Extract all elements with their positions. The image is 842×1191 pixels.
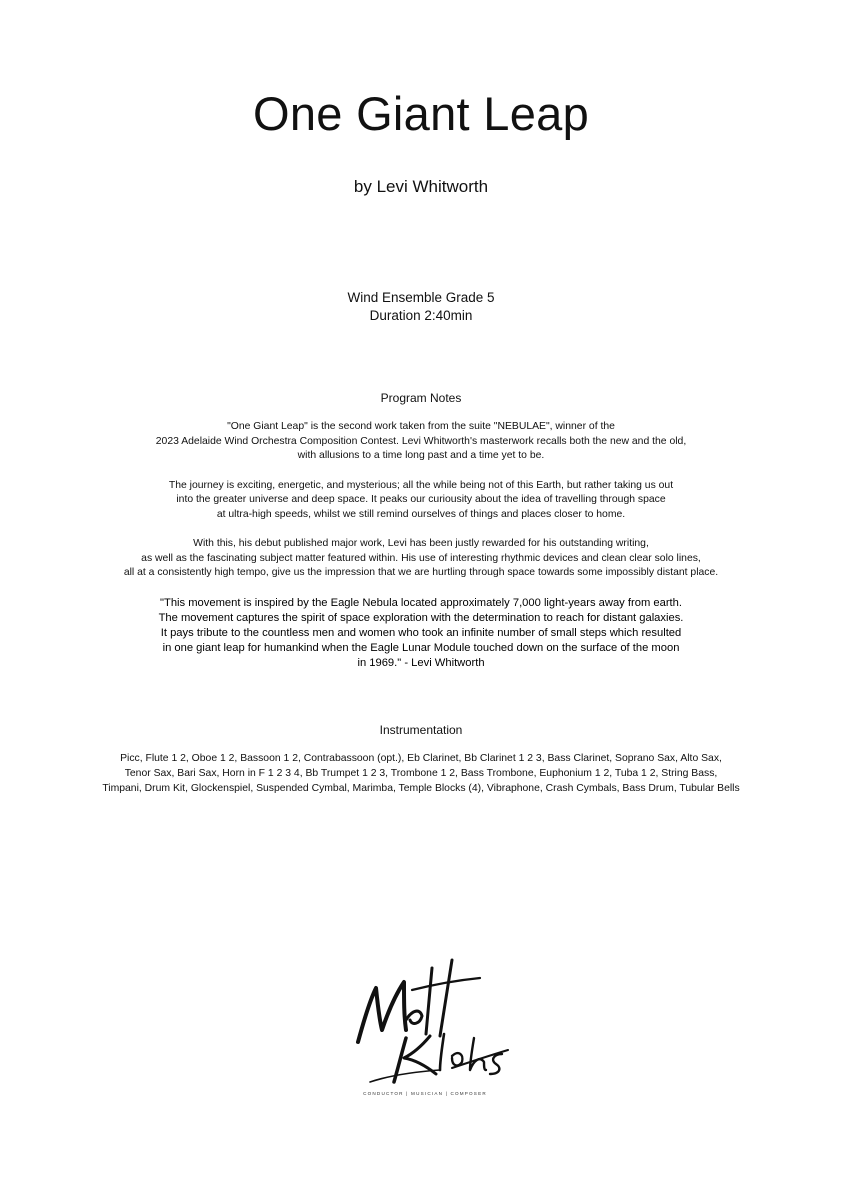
- notes-paragraph: [0, 420, 842, 464]
- notes-line: The journey is exciting, energetic, and mysterious; all the while being not of this Earth, but rather taking us out: [168, 479, 674, 491]
- notes-line: with allusions to a time long past and a time yet to be.: [297, 450, 545, 461]
- quote-line: in 1969." - Levi Whitworth: [357, 656, 485, 669]
- notes-line: 2023 Adelaide Wind Orchestra Composition Contest. Levi Whitworth's masterwork recalls both the new and the old,: [155, 435, 687, 447]
- signature-logo: [340, 950, 510, 1100]
- signature-tagline: CONDUCTOR | MUSICIAN | COMPOSER: [363, 1091, 487, 1096]
- instrumentation-heading: Instrumentation: [379, 723, 463, 737]
- quote-line: in one giant leap for humankind when the Eagle Lunar Module touched down on the surface of the moon: [162, 641, 680, 654]
- quote-line: It pays tribute to the countless men and women who took an infinite number of small steps which resulted: [160, 626, 682, 639]
- instrumentation-line: Picc, Flute 1 2, Oboe 1 2, Bassoon 1 2, Contrabassoon (opt.), Eb Clarinet, Bb Clarinet 1 2 3, Bass Clarinet, Soprano Sax, Alto Sax,: [120, 753, 722, 764]
- notes-line: all at a consistently high tempo, give us the impression that we are hurtling through space towards some impossibly distant place.: [123, 567, 719, 578]
- instrumentation-line: Timpani, Drum Kit, Glockenspiel, Suspended Cymbal, Marimba, Temple Blocks (4), Vibraphone, Crash Cymbals, Bass Drum, Tubular Bells: [102, 783, 740, 794]
- instrumentation-list: [0, 751, 842, 796]
- program-notes: [0, 420, 842, 686]
- program-notes-heading: Program Notes: [380, 391, 462, 405]
- notes-line: at ultra-high speeds, whilst we still remind ourselves of things and places closer to home.: [216, 508, 626, 520]
- notes-paragraph: [0, 479, 842, 523]
- notes-line: as well as the fascinating subject matter featured within. His use of interesting rhythmic devices and clean clear solo lines,: [141, 552, 701, 564]
- ensemble-grade: Wind Ensemble Grade 5: [347, 290, 495, 305]
- composer-byline: by Levi Whitworth: [353, 177, 489, 196]
- notes-line: "One Giant Leap" is the second work taken from the suite "NEBULAE", winner of the: [227, 421, 615, 432]
- notes-line: With this, his debut published major work, Levi has been justly rewarded for his outstanding writing,: [193, 538, 649, 549]
- duration: Duration 2:40min: [369, 308, 473, 323]
- notes-line: into the greater universe and deep space. It peaks our curiousity about the idea of travelling through space: [176, 494, 666, 505]
- composer-quote: [0, 596, 842, 671]
- notes-paragraph: [0, 537, 842, 581]
- page-title: One Giant Leap: [252, 87, 590, 140]
- work-meta: [0, 289, 842, 325]
- quote-line: The movement captures the spirit of space exploration with the determination to reach for distant galaxies.: [158, 611, 684, 624]
- instrumentation-line: Tenor Sax, Bari Sax, Horn in F 1 2 3 4, Bb Trumpet 1 2 3, Trombone 1 2, Bass Trombone, Euphonium 1 2, Tuba 1 2, String Bass,: [124, 768, 718, 779]
- quote-line: "This movement is inspired by the Eagle Nebula located approximately 7,000 light-years away from earth.: [160, 596, 682, 609]
